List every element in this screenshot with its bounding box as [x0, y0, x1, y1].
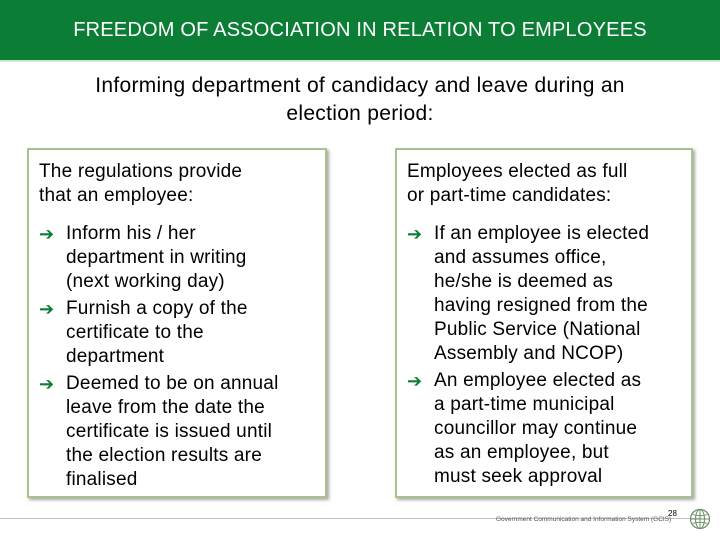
right-heading-line-1: Employees elected as full [407, 161, 628, 182]
right-bullet-list [407, 222, 681, 489]
list-item-line: Public Service (National [434, 319, 641, 340]
list-item-line: the election results are [66, 445, 262, 466]
arrow-right-icon: ➔ [407, 224, 423, 244]
arrow-right-icon: ➔ [39, 299, 55, 319]
list-item-line: must seek approval [434, 466, 603, 487]
list-item-line: certificate to the [66, 322, 204, 343]
list-item-line: department [66, 346, 165, 367]
subtitle-line-1: Informing department of candidacy and leave during an [95, 74, 625, 97]
subtitle-line-2: election period: [286, 102, 434, 125]
list-item-line: If an employee is elected [434, 223, 650, 244]
list-item-line: councillor may continue [434, 418, 638, 439]
list-item [407, 369, 681, 489]
arrow-right-icon: ➔ [407, 371, 423, 391]
list-item-line: Inform his / her [66, 223, 196, 244]
left-bullet-list [39, 222, 315, 492]
list-item-line: Assembly and NCOP) [434, 343, 624, 364]
left-column-heading [39, 160, 315, 208]
list-item-line: and assumes office, [434, 247, 607, 268]
list-item [39, 297, 315, 369]
title-banner [0, 0, 720, 62]
globe-icon [689, 508, 711, 530]
list-item [407, 222, 681, 366]
list-item-line: (next working day) [66, 271, 225, 292]
list-item-line: department in writing [66, 247, 247, 268]
list-item-line: as an employee, but [434, 442, 609, 463]
subtitle [20, 72, 700, 128]
left-heading-line-2: that an employee: [39, 185, 194, 206]
list-item-line: An employee elected as [434, 370, 642, 391]
page-title: FREEDOM OF ASSOCIATION IN RELATION TO EMPLOYEES [73, 18, 647, 41]
left-column-box [27, 148, 327, 498]
list-item-line: he/she is deemed as [434, 271, 614, 292]
list-item [39, 222, 315, 294]
left-heading-line-1: The regulations provide [39, 161, 243, 182]
list-item-line: Deemed to be on annual [66, 373, 279, 394]
footer-org-name: Government Communication and Information System (GCIS) [496, 516, 672, 523]
list-item-line: certificate is issued until [66, 421, 273, 442]
list-item-line: finalised [66, 469, 138, 490]
right-heading-line-2: or part-time candidates: [407, 185, 612, 206]
list-item-line: leave from the date the [66, 397, 265, 418]
list-item-line: having resigned from the [434, 295, 648, 316]
right-column-box [395, 148, 693, 498]
page-number: 28 [668, 509, 677, 518]
list-item [39, 372, 315, 492]
list-item-line: a part-time municipal [434, 394, 615, 415]
list-item-line: Furnish a copy of the [66, 298, 248, 319]
right-column-heading [407, 160, 681, 208]
arrow-right-icon: ➔ [39, 224, 55, 244]
arrow-right-icon: ➔ [39, 374, 55, 394]
